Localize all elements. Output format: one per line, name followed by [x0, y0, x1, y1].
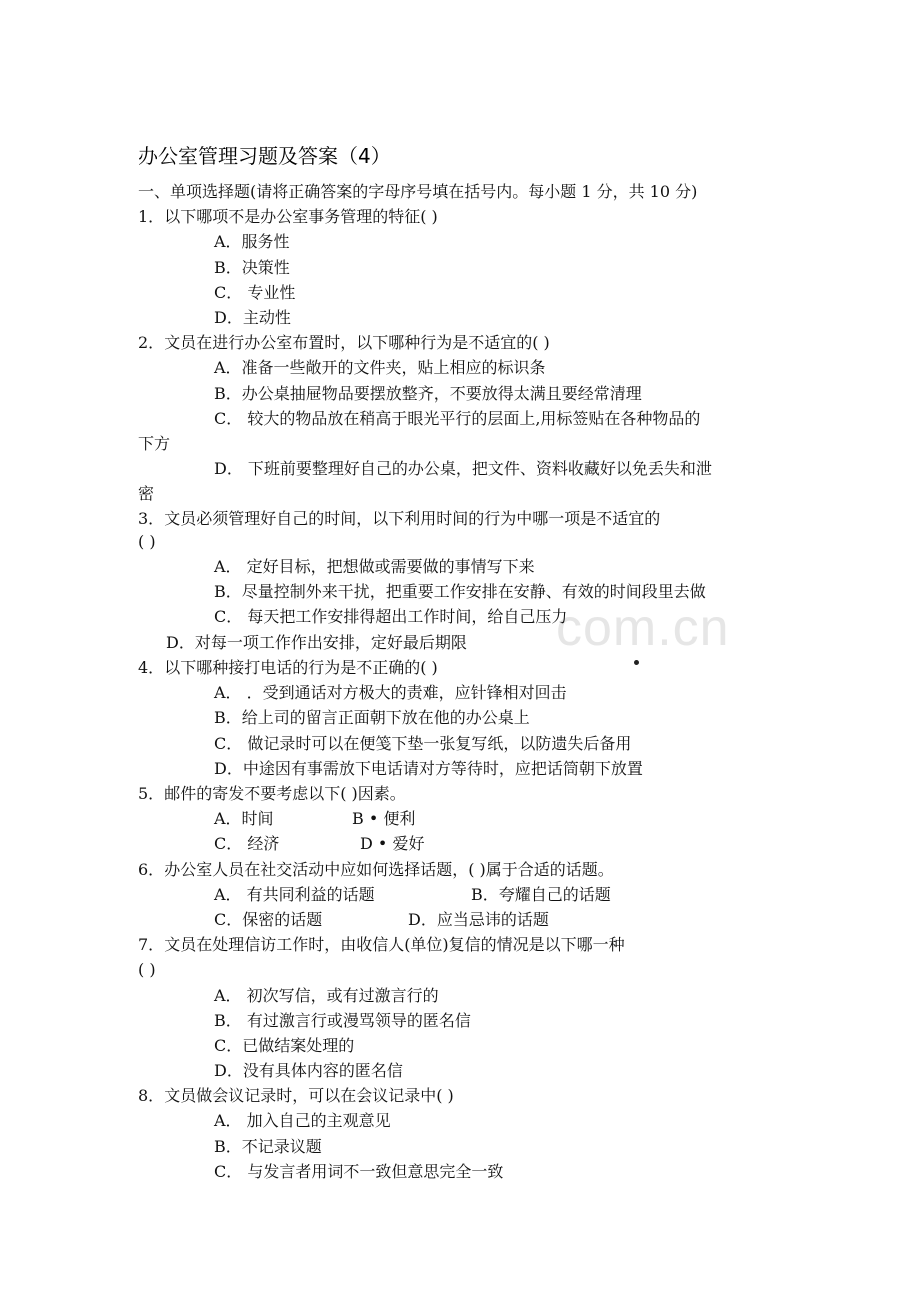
question-number: 7．	[138, 935, 165, 954]
q7-option-b: B． 有过激言行或漫骂领导的匿名信	[214, 1011, 471, 1030]
q2-option-d: D． 下班前要整理好自己的办公桌，把文件、资料收藏好以免丢失和泄	[214, 459, 712, 478]
question-stem: 文员必须管理好自己的时间，以下利用时间的行为中哪一项是不适宜的	[164, 509, 661, 528]
question-number: 4．	[138, 658, 165, 677]
q1-option-c: C． 专业性	[214, 283, 296, 302]
question-stem: 文员在进行办公室布置时，以下哪种行为是不适宜的( )	[164, 333, 550, 352]
question-2	[138, 332, 550, 354]
q5-option-c: C． 经济	[214, 834, 280, 853]
question-stem: 以下哪项不是办公室事务管理的特征( )	[164, 207, 438, 226]
question-7	[138, 934, 625, 956]
question-stem: 办公室人员在社交活动中应如何选择话题，( )属于合适的话题。	[164, 860, 614, 879]
watermark: com.cn	[556, 599, 730, 657]
q6-option-c: C．保密的话题	[214, 910, 323, 929]
q4-option-c: C． 做记录时可以在便笺下垫一张复写纸，以防遗失后备用	[214, 734, 632, 753]
question-4	[138, 657, 438, 679]
q2-option-d-continuation: 密	[138, 484, 155, 503]
q5-option-a: A．时间	[214, 809, 274, 828]
question-number: 3．	[138, 509, 165, 528]
q7-option-a: A． 初次写信，或有过激言行的	[214, 986, 439, 1005]
q5-option-b: B • 便利	[352, 809, 416, 828]
q1-option-b: B．决策性	[214, 258, 290, 277]
question-number: 6．	[138, 860, 165, 879]
question-stem: 以下哪种接打电话的行为是不正确的( )	[164, 658, 438, 677]
question-number: 1．	[138, 207, 165, 226]
q5-option-d: D • 爱好	[360, 834, 425, 853]
q3-option-b: B．尽量控制外来干扰，把重要工作安排在安静、有效的时间段里去做	[214, 582, 706, 601]
question-stem: 文员在处理信访工作时，由收信人(单位)复信的情况是以下哪一种	[164, 935, 625, 954]
q4-option-b: B．给上司的留言正面朝下放在他的办公桌上	[214, 708, 530, 727]
question-stem: 邮件的寄发不要考虑以下( )因素。	[164, 784, 406, 803]
question-number: 8．	[138, 1086, 165, 1105]
section-heading: 一、单项选择题(请将正确答案的字母序号填在括号内。每小题 1 分，共 10 分)	[138, 182, 698, 201]
q1-option-a: A．服务性	[214, 232, 290, 251]
question-8	[138, 1085, 454, 1107]
q8-option-a: A． 加入自己的主观意见	[214, 1111, 391, 1130]
q8-option-c: C． 与发言者用词不一致但意思完全一致	[214, 1162, 504, 1181]
q1-option-d: D．主动性	[214, 308, 291, 327]
q7-option-c: C．已做结案处理的	[214, 1036, 355, 1055]
q3-option-d: D．对每一项工作作出安排，定好最后期限	[166, 633, 467, 652]
q6-option-b: B．夸耀自己的话题	[471, 885, 611, 904]
question-stem: 文员做会议记录时，可以在会议记录中( )	[164, 1086, 454, 1105]
question-6	[138, 859, 614, 881]
q2-option-c-continuation: 下方	[138, 434, 171, 453]
q2-option-a: A．准备一些敞开的文件夹，贴上相应的标识条	[214, 358, 546, 377]
stray-bullet-mark	[634, 660, 639, 665]
q3-stem-continuation: ( )	[138, 532, 156, 551]
q2-option-b: B．办公桌抽屉物品要摆放整齐，不要放得太满且要经常清理	[214, 384, 642, 403]
question-number: 5．	[138, 784, 165, 803]
q7-option-d: D．没有具体内容的匿名信	[214, 1061, 403, 1080]
q4-option-d: D．中途因有事需放下电话请对方等待时，应把话筒朝下放置	[214, 759, 643, 778]
question-5	[138, 783, 406, 805]
question-3	[138, 508, 660, 530]
q3-option-c: C． 每天把工作安排得超出工作时间，给自己压力	[214, 607, 568, 626]
q6-option-d: D．应当忌讳的话题	[408, 910, 549, 929]
q2-option-c: C． 较大的物品放在稍高于眼光平行的层面上,用标签贴在各种物品的	[214, 409, 701, 428]
question-number: 2．	[138, 333, 165, 352]
q6-option-a: A． 有共同利益的话题	[214, 885, 375, 904]
document-title: 办公室管理习题及答案（4）	[138, 144, 391, 168]
q4-option-a: A． ．受到通话对方极大的责难，应针锋相对回击	[214, 683, 567, 702]
q8-option-b: B．不记录议题	[214, 1137, 322, 1156]
q3-option-a: A． 定好目标，把想做或需要做的事情写下来	[214, 557, 535, 576]
question-1	[138, 206, 438, 228]
q7-stem-continuation: ( )	[138, 960, 156, 979]
